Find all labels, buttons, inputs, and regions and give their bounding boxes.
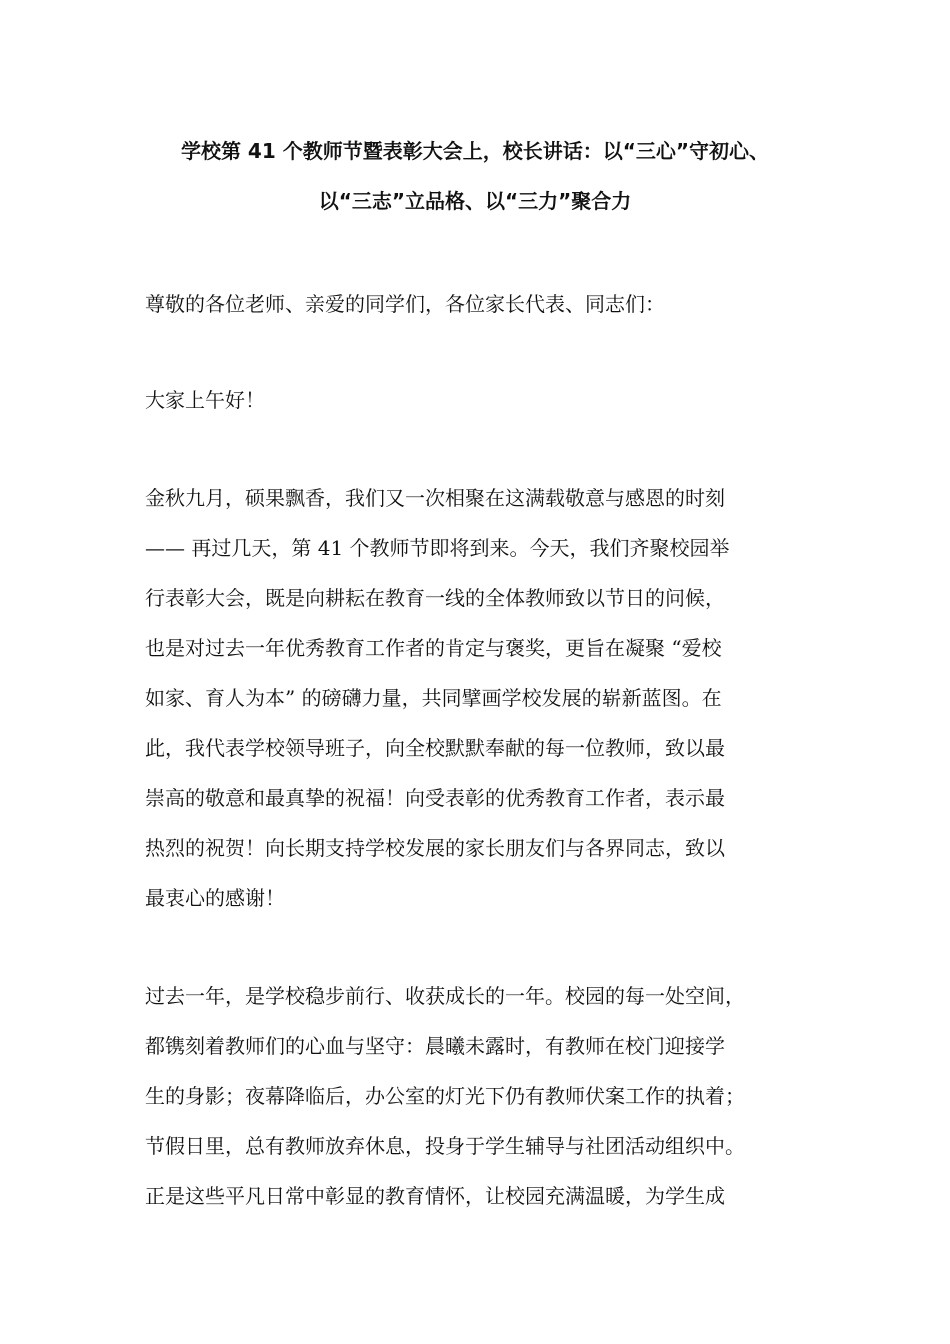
paragraph-1-line: 也是对过去一年优秀教育工作者的肯定与褒奖，更旨在凝聚 “爱校 <box>145 636 722 660</box>
document-title-line-1: 学校第 41 个教师节暨表彰大会上，校长讲话：以“三心”守初心、 <box>180 139 770 163</box>
paragraph-1-line: 崇高的敬意和最真挚的祝福！向受表彰的优秀教育工作者，表示最 <box>145 786 725 810</box>
paragraph-2-line: 生的身影；夜幕降临后，办公室的灯光下仍有教师伏案工作的执着； <box>145 1084 745 1108</box>
paragraph-1-line: 金秋九月，硕果飘香，我们又一次相聚在这满载敬意与感恩的时刻 <box>145 486 725 510</box>
paragraph-2-line: 正是这些平凡日常中彰显的教育情怀，让校园充满温暖，为学生成 <box>145 1184 725 1208</box>
paragraph-1-line: 最衷心的感谢！ <box>145 886 285 910</box>
paragraph-1-line: 此，我代表学校领导班子，向全校默默奉献的每一位教师，致以最 <box>145 736 725 760</box>
paragraph-1-line: 如家、育人为本” 的磅礴力量，共同擘画学校发展的崭新蓝图。在 <box>145 686 722 710</box>
salutation: 尊敬的各位老师、亲爱的同学们，各位家长代表、同志们： <box>145 292 665 316</box>
paragraph-1-line: —— 再过几天，第 41 个教师节即将到来。今天，我们齐聚校园举 <box>145 536 730 560</box>
paragraph-1-line: 行表彰大会，既是向耕耘在教育一线的全体教师致以节日的问候， <box>145 586 725 610</box>
greeting: 大家上午好！ <box>145 388 265 412</box>
paragraph-1-line: 热烈的祝贺！向长期支持学校发展的家长朋友们与各界同志，致以 <box>145 836 725 860</box>
paragraph-2-line: 节假日里，总有教师放弃休息，投身于学生辅导与社团活动组织中。 <box>145 1134 745 1158</box>
document-title-line-2: 以“三志”立品格、以“三力”聚合力 <box>318 189 632 213</box>
paragraph-2-line: 都镌刻着教师们的心血与坚守：晨曦未露时，有教师在校门迎接学 <box>145 1034 725 1058</box>
paragraph-2-line: 过去一年，是学校稳步前行、收获成长的一年。校园的每一处空间， <box>145 984 745 1008</box>
